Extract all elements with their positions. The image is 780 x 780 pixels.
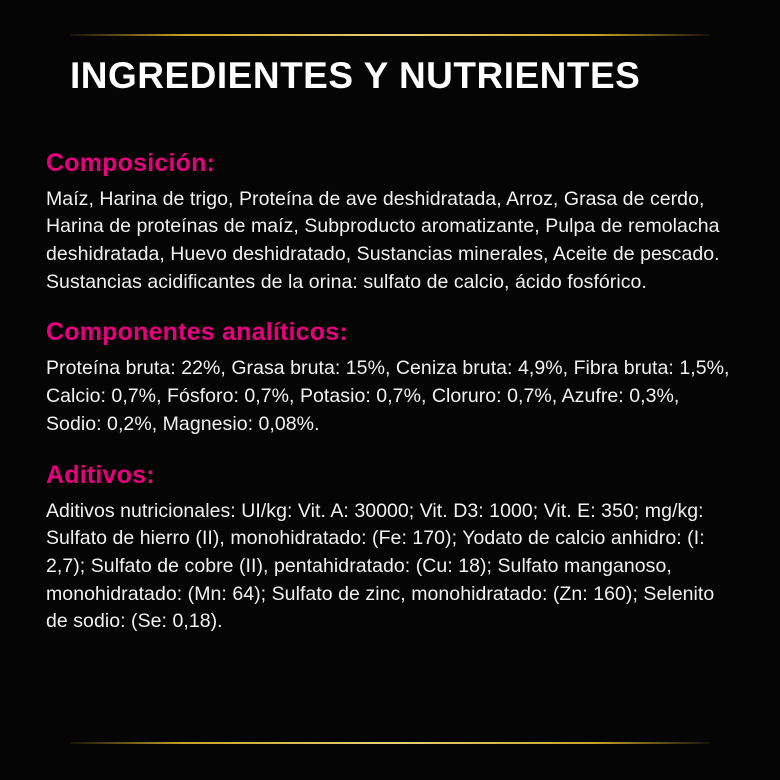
section-heading: Aditivos: bbox=[46, 460, 155, 489]
section-body: Maíz, Harina de trigo, Proteína de ave deshidratada, Arroz, Grasa de cerdo, Harina de proteínas de maíz, Subproducto aromatizante, Pulpa de remolacha deshidratada, Huevo deshidratado, Sustancias minerales, Aceite de pescado. Sustancias acidificantes de la orina: sulfato de calcio, ácido fosfórico. bbox=[46, 187, 720, 293]
sections-list bbox=[44, 149, 736, 636]
page-title: INGREDIENTES Y NUTRIENTES bbox=[70, 55, 641, 96]
section-composicion bbox=[46, 149, 732, 297]
section-heading: Componentes analíticos: bbox=[46, 318, 348, 347]
section-body: Aditivos nutricionales: UI/kg: Vit. A: 30000; Vit. D3: 1000; Vit. E: 350; mg/kg: Sulfato de hierro (II), monohidratado: (Fe: 170); Yodato de calcio anhidro: (I: 2,7); Sulfato de cobre (II), pentahidratado: (Cu: 18); Sulfato manganoso, monohidratado: (Mn: 64); Sulfato de zinc, monohidratado: (Zn: 160); Selenito de sodio: (Se: 0,18). bbox=[46, 499, 715, 633]
section-heading: Composición: bbox=[46, 148, 216, 177]
section-aditivos bbox=[46, 461, 732, 636]
bottom-divider bbox=[70, 742, 710, 744]
section-componentes-analiticos bbox=[46, 318, 732, 438]
section-body: Proteína bruta: 22%, Grasa bruta: 15%, Ceniza bruta: 4,9%, Fibra bruta: 1,5%, Calcio: 0,7%, Fósforo: 0,7%, Potasio: 0,7%, Cloruro: 0,7%, Azufre: 0,3%, Sodio: 0,2%, Magnesio: 0,08%. bbox=[46, 357, 730, 435]
